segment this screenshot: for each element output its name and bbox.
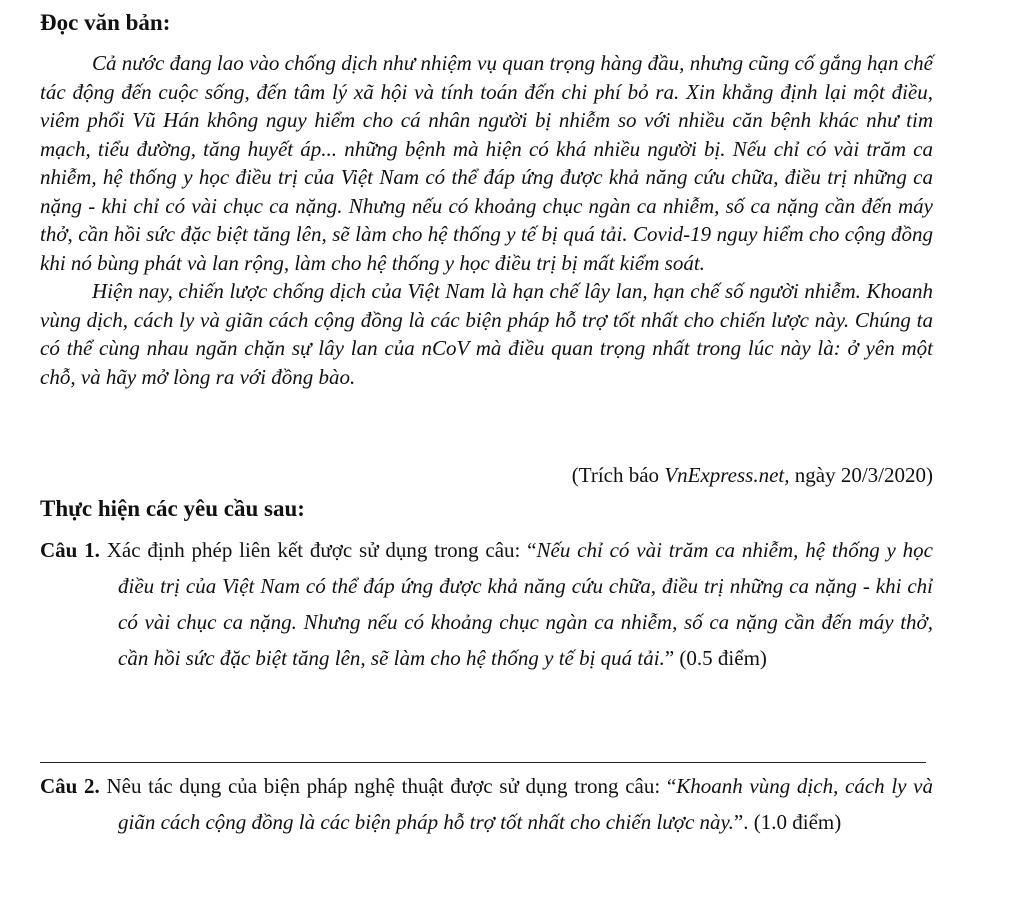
source-prefix: (Trích báo (571, 463, 665, 487)
question-1-label: Câu 1. (40, 538, 100, 562)
question-2 (40, 768, 933, 840)
passage-paragraph-1: Cả nước đang lao vào chống dịch như nhiệm vụ quan trọng hàng đầu, nhưng cũng cố gắng hạn chế tác động đến cuộc sống, đến tâm lý xã hội và tính toán đến chi phí bỏ ra. Xin khẳng định lại một điều, viêm phổi Vũ Hán không nguy hiểm cho cá nhân người bị nhiễm so với nhiều căn bệnh khác như tim mạch, tiểu đường, tăng huyết áp... những bệnh mà hiện có khá nhiều người bị. Nếu chỉ có vài trăm ca nhiễm, hệ thống y học điều trị của Việt Nam có thể đáp ứng được khả năng cứu chữa, điều trị những ca nặng - khi chỉ có vài chục ca nặng. Nhưng nếu có khoảng chục ngàn ca nhiễm, số ca nặng cần đến máy thở, cần hồi sức đặc biệt tăng lên, sẽ làm cho hệ thống y tế bị quá tải. Covid-19 nguy hiểm cho cộng đồng khi nó bùng phát và lan rộng, làm cho hệ thống y học điều trị bị mất kiểm soát. (40, 51, 933, 275)
question-2-prompt: Nêu tác dụng của biện pháp nghệ thuật được sử dụng trong câu: “ (99, 774, 677, 798)
tasks-heading: Thực hiện các yêu cầu sau: (40, 496, 305, 521)
question-1-suffix: ” (0.5 điểm) (664, 646, 767, 670)
passage-paragraph-2: Hiện nay, chiến lược chống dịch của Việt Nam là hạn chế lây lan, hạn chế số người nhiễm. Khoanh vùng dịch, cách ly và giãn cách cộng đồng là các biện pháp hỗ trợ tốt nhất cho chiến lược này. Chúng ta có thể cùng nhau ngăn chặn sự lây lan của nCoV mà điều quan trọng nhất trong lúc này là: ở yên một chỗ, và hãy mở lòng ra với đồng bào. (40, 279, 933, 389)
passage (40, 49, 933, 391)
answer-line (40, 762, 926, 763)
question-2-label: Câu 2. (40, 774, 100, 798)
reading-heading: Đọc văn bản: (40, 10, 171, 35)
question-1-prompt: Xác định phép liên kết được sử dụng trong câu: “ (99, 538, 537, 562)
source-citation (40, 461, 933, 489)
source-suffix: ngày 20/3/2020) (789, 463, 933, 487)
question-2-quote: Khoanh vùng dịch, cách ly và giãn cách cộng đồng là các biện pháp hỗ trợ tốt nhất cho chiến lược này. (118, 774, 933, 834)
question-2-suffix: ”. (1.0 điểm) (733, 810, 842, 834)
question-1-quote: Nếu chỉ có vài trăm ca nhiễm, hệ thống y học điều trị của Việt Nam có thể đáp ứng được khả năng cứu chữa, điều trị những ca nặng - khi chỉ có vài chục ca nặng. Nhưng nếu có khoảng chục ngàn ca nhiễm, số ca nặng cần đến máy thở, cần hồi sức đặc biệt tăng lên, sẽ làm cho hệ thống y tế bị quá tải. (118, 538, 933, 670)
source-name: VnExpress.net, (664, 463, 790, 487)
question-1 (40, 532, 933, 676)
